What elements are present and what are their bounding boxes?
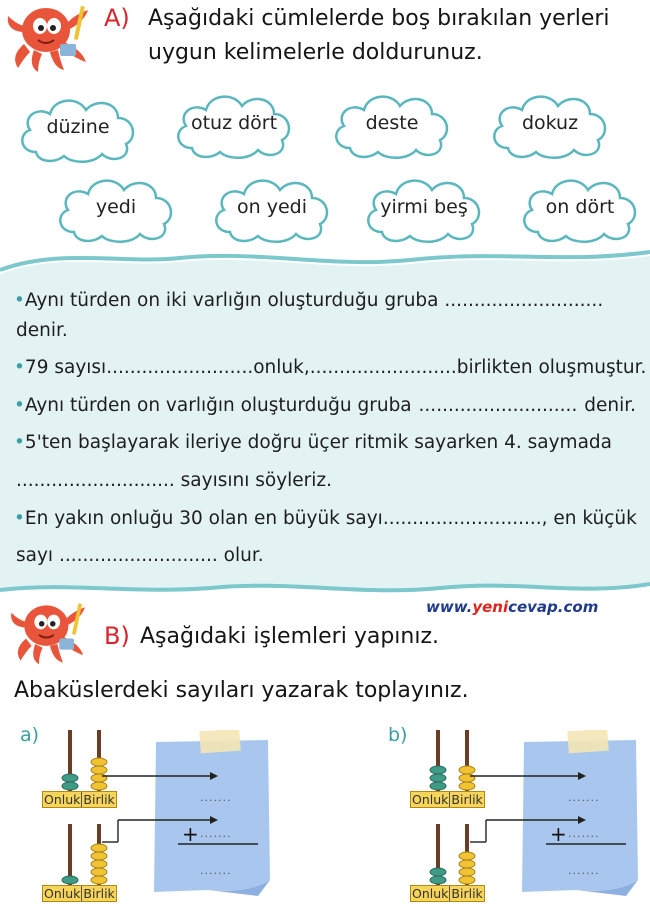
word-cloud (360, 172, 488, 246)
sentence-3 (14, 395, 636, 416)
sentence-4-line1 (14, 432, 612, 453)
answer-dots[interactable]: ....... (200, 791, 232, 804)
bullet: • (14, 357, 25, 378)
sentence-text: sayısını söyleriz. (180, 470, 333, 491)
answer-blank[interactable]: ........................... (418, 395, 578, 416)
word-cloud-label: düzine (46, 116, 110, 138)
word-cloud (328, 88, 456, 162)
word-cloud-label: deste (365, 112, 419, 134)
sentence-2 (14, 357, 647, 378)
problem-label: a) (20, 724, 40, 746)
sentence-text: , en küçük (541, 508, 637, 529)
sentence-text: 79 sayısı (24, 357, 107, 378)
tens-label: Onluk (44, 886, 81, 901)
answer-dots[interactable]: ....... (568, 791, 600, 804)
website-watermark (426, 598, 598, 616)
answer-blank[interactable]: ......................... (106, 357, 254, 378)
answer-blank[interactable]: ........................... (382, 508, 542, 529)
section-a-letter: A) (104, 4, 130, 32)
ones-label: Birlik (451, 792, 483, 807)
plus-sign: + (182, 822, 199, 846)
section-b-instruction: Aşağıdaki işlemleri yapınız. (140, 624, 439, 649)
abacus-base-label (42, 791, 117, 808)
sentence-text: birlikten oluşmuştur. (456, 357, 647, 378)
answer-blank[interactable]: ........................... (444, 290, 604, 311)
sentence-text: olur. (223, 545, 264, 566)
answer-dots[interactable]: ....... (200, 864, 232, 877)
sentence-1-line1 (14, 290, 603, 311)
sentence-text: En yakın onluğu 30 olan en büyük sayı (24, 508, 383, 529)
tens-label: Onluk (412, 886, 449, 901)
answer-dots[interactable]: ....... (200, 827, 232, 840)
website-prefix: www. (426, 598, 473, 616)
sentence-5-line1 (14, 508, 636, 529)
word-cloud-label: otuz dört (190, 112, 278, 134)
word-cloud (52, 172, 180, 246)
word-cloud (516, 172, 644, 246)
answer-blank[interactable]: ........................... (16, 470, 175, 491)
section-a-instruction-line2: uygun kelimelerle doldurunuz. (148, 40, 483, 65)
ones-label: Birlik (83, 792, 115, 807)
answer-blank[interactable]: ......................... (309, 357, 457, 378)
word-cloud (14, 92, 142, 166)
tens-label: Onluk (44, 792, 81, 807)
word-cloud-label: on dört (545, 196, 615, 218)
word-cloud-label: on yedi (237, 196, 307, 218)
ones-label: Birlik (83, 886, 115, 901)
word-cloud (170, 88, 298, 162)
section-b-letter: B) (104, 622, 130, 650)
word-cloud (486, 88, 614, 162)
sentence-text: Aynı türden on varlığın oluşturduğu gruba (24, 395, 412, 416)
octopus-mascot-icon (4, 598, 96, 672)
sentence-5-line2 (16, 545, 264, 566)
word-cloud (208, 172, 336, 246)
word-cloud-label: yirmi beş (380, 196, 468, 218)
arrow-icon (468, 760, 588, 784)
abacus-base-label (410, 791, 485, 808)
sentence-4-line2 (16, 470, 332, 491)
plus-sign: + (550, 822, 567, 846)
ones-label: Birlik (451, 886, 483, 901)
section-b-subtitle: Abaküslerdeki sayıları yazarak toplayınız. (14, 678, 469, 703)
sentence-text: onluk, (253, 357, 310, 378)
arrow-icon (100, 760, 220, 784)
bullet: • (14, 432, 25, 453)
word-cloud-label: dokuz (521, 112, 579, 134)
bullet: • (14, 290, 25, 311)
abacus-base-label (42, 885, 117, 902)
word-cloud-label: yedi (95, 196, 137, 218)
website-rest: cevap.com (508, 598, 599, 616)
answer-blank[interactable]: ........................... (58, 545, 218, 566)
bullet: • (14, 508, 25, 529)
sentence-1-line2: denir. (16, 320, 68, 341)
tens-label: Onluk (412, 792, 449, 807)
problem-label: b) (388, 724, 408, 746)
octopus-mascot-icon (4, 0, 96, 80)
sentence-text: denir. (584, 395, 636, 416)
sentence-text: sayı (16, 545, 54, 566)
bullet: • (14, 395, 25, 416)
answer-dots[interactable]: ....... (568, 827, 600, 840)
website-highlight: yeni (472, 598, 509, 616)
sentence-text: 5'ten başlayarak ileriye doğru üçer ritmik sayarken 4. saymada (24, 432, 612, 453)
abacus-base-label (410, 885, 485, 902)
answer-dots[interactable]: ....... (568, 864, 600, 877)
section-a-instruction-line1: Aşağıdaki cümlelerde boş bırakılan yerleri (148, 6, 610, 31)
sentence-text: Aynı türden on iki varlığın oluşturduğu gruba (24, 290, 439, 311)
